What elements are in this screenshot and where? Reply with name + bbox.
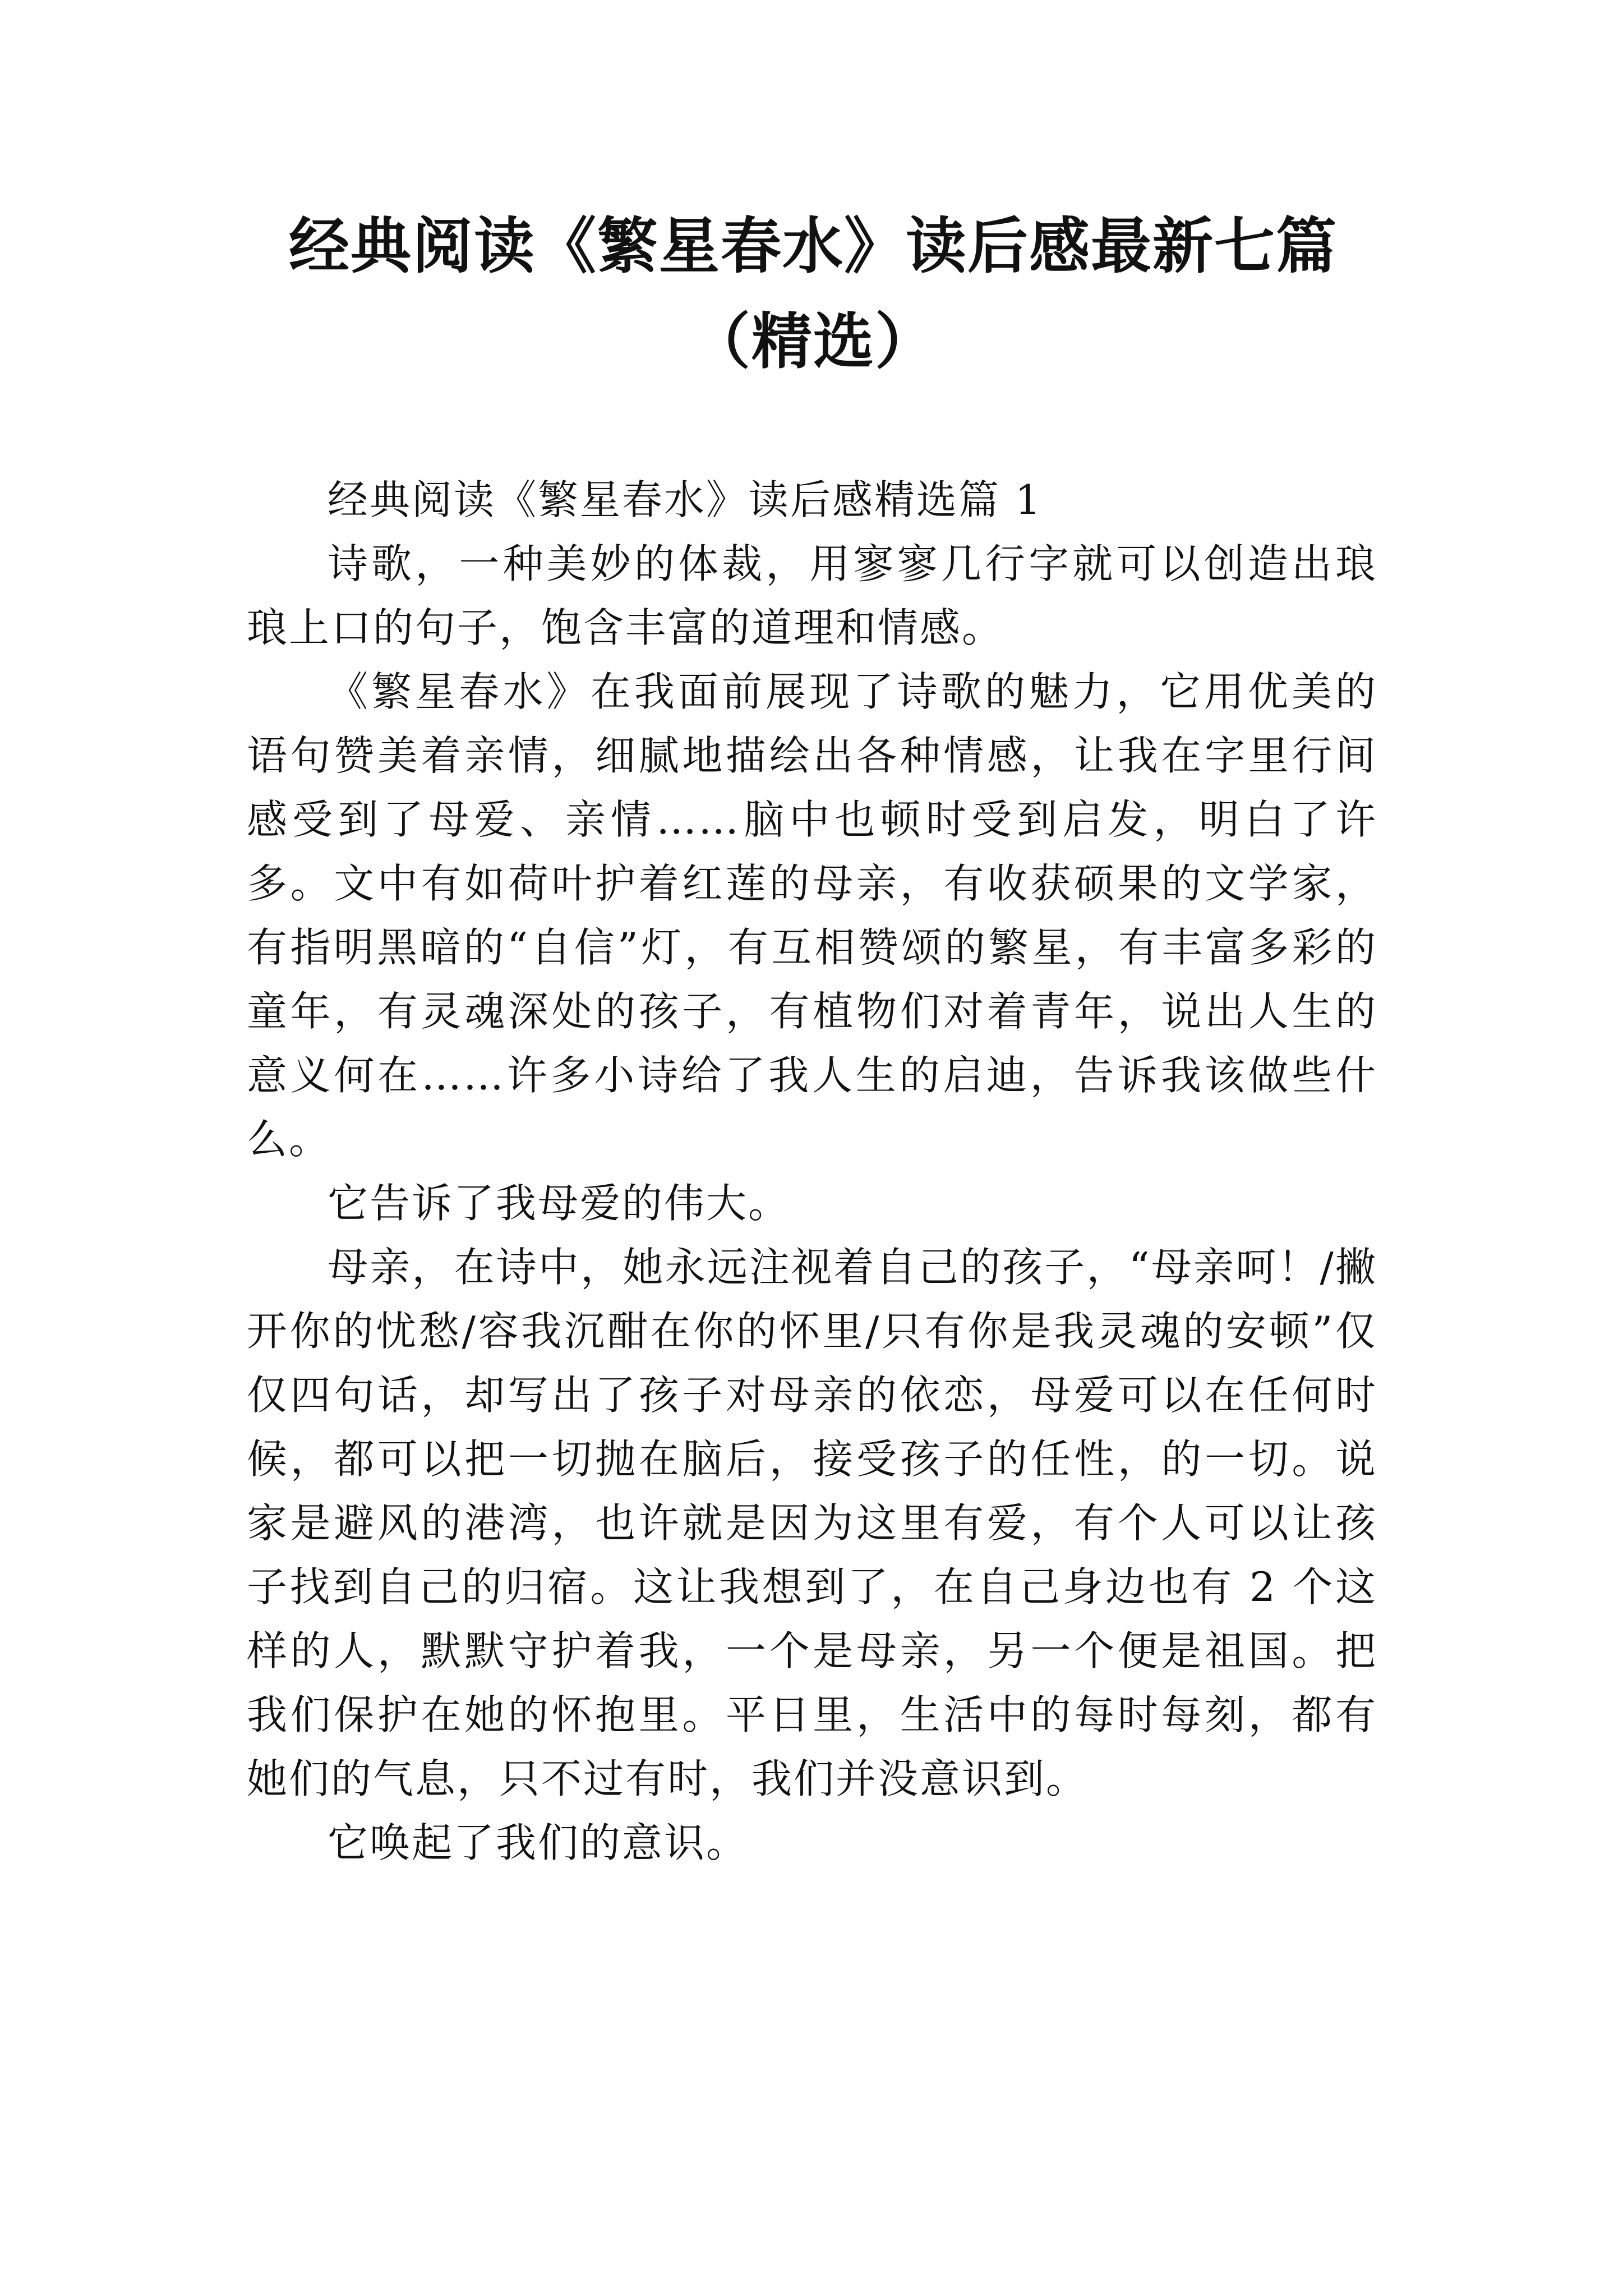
section-heading: 经典阅读《繁星春水》读后感精选篇 1 — [328, 476, 1043, 523]
paragraph: 《繁星春水》在我面前展现了诗歌的魅力，它用优美的语句赞美着亲情，细腻地描绘出各种情感，让我在字里行间感受到了母爱、亲情……脑中也顿时受到启发，明白了许多。文中有如荷叶护着红莲的母亲，有收获硕果的文学家，有指明黑暗的“自信”灯，有互相赞颂的繁星，有丰富多彩的童年，有灵魂深处的孩子，有植物们对着青年，说出人生的意义何在……许多小诗给了我人生的启迪，告诉我该做些什么。 — [247, 668, 1377, 1163]
document-title: 经典阅读《繁星春水》读后感最新七篇（精选） — [288, 211, 1338, 377]
paragraph: 母亲，在诗中，她永远注视着自己的孩子，“母亲呵！/撇开你的忧愁/容我沉酣在你的怀里/只有你是我灵魂的安顿”仅仅四句话，却写出了孩子对母亲的依恋，母爱可以在任何时候，都可以把一切抛在脑后，接受孩子的任性，的一切。说家是避风的港湾，也许就是因为这里有爱，有个人可以让孩子找到自己的归宿。这让我想到了，在自己身边也有 2 个这样的人，默默守护着我，一个是母亲，另一个便是祖国。把我们保护在她的怀抱里。平日里，生活中的每时每刻，都有她们的气息，只不过有时，我们并没意识到。 — [247, 1244, 1377, 1802]
paragraph: 它唤起了我们的意识。 — [328, 1819, 749, 1866]
paragraph: 诗歌，一种美妙的体裁，用寥寥几行字就可以创造出琅琅上口的句子，饱含丰富的道理和情感。 — [247, 540, 1377, 651]
paragraph: 它告诉了我母爱的伟大。 — [328, 1180, 791, 1227]
document-body — [247, 468, 1377, 1875]
